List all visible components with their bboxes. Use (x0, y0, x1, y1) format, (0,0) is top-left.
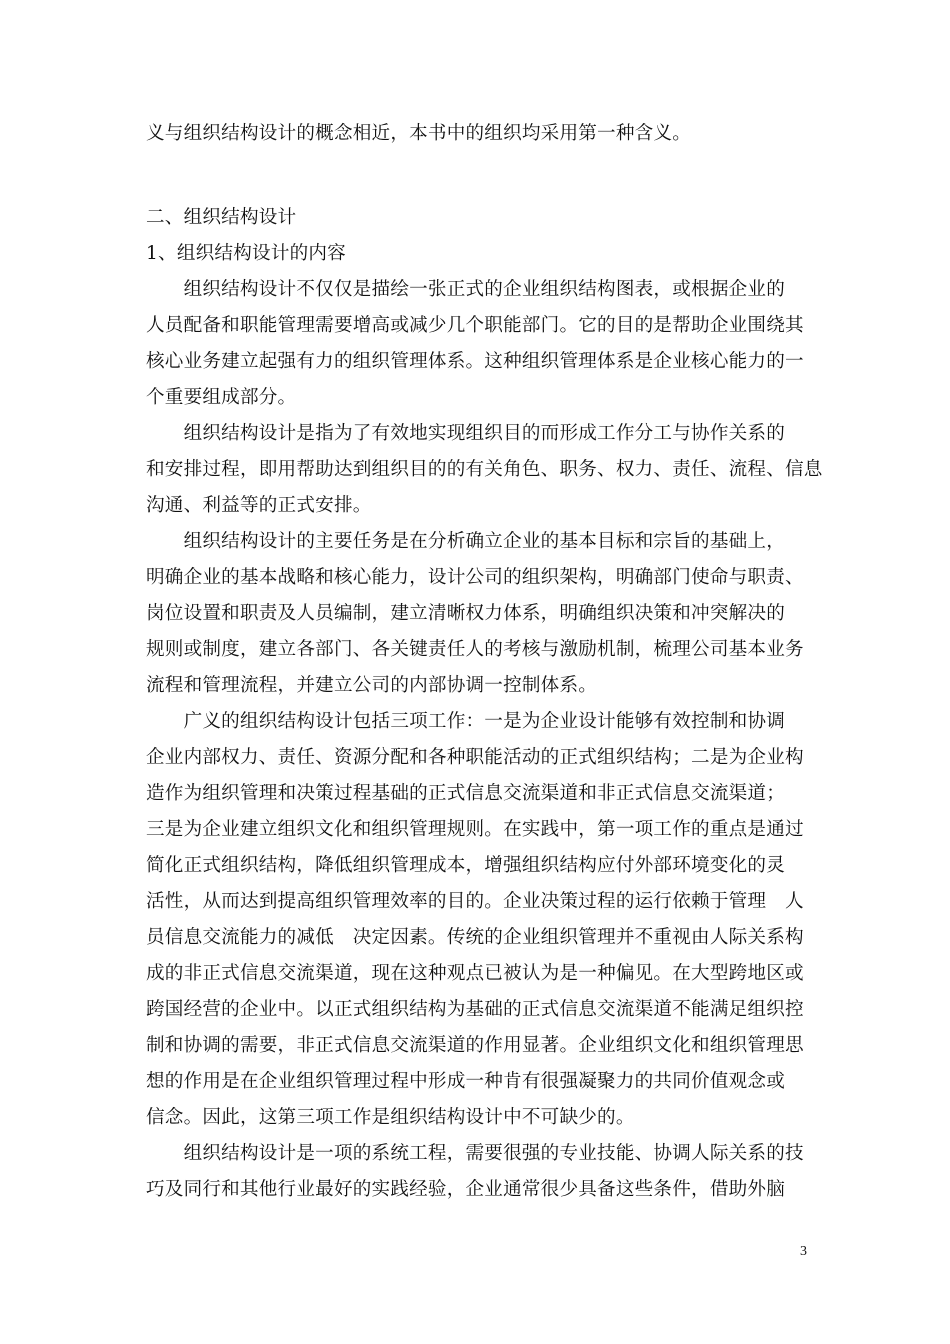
text-line: 规则或制度，建立各部门、各关键责任人的考核与激励机制，梳理公司基本业务 (146, 639, 804, 660)
text-line: 人员配备和职能管理需要增高或减少几个职能部门。它的目的是帮助企业围绕其 (146, 315, 804, 336)
page-number: 3 (800, 1244, 807, 1259)
text-line: 成的非正式信息交流渠道，现在这种观点已被认为是一种偏见。在大型跨地区或 (146, 963, 804, 984)
text-line: 跨国经营的企业中。以正式组织结构为基础的正式信息交流渠道不能满足组织控 (146, 999, 804, 1020)
body-text (146, 116, 823, 1216)
text-line: 活性，从而达到提高组织管理效率的目的。企业决策过程的运行依赖于管理 人 (146, 891, 804, 912)
text-line: 三是为企业建立组织文化和组织管理规则。在实践中，第一项工作的重点是通过 (146, 819, 804, 840)
text-line: 二、组织结构设计 (146, 207, 297, 228)
text-line: 义与组织结构设计的概念相近，本书中的组织均采用第一种含义。 (146, 123, 692, 144)
text-line: 岗位设置和职责及人员编制，建立清晰权力体系，明确组织决策和冲突解决的 (146, 603, 785, 624)
text-line: 组织结构设计是一项的系统工程，需要很强的专业技能、协调人际关系的技 (146, 1143, 804, 1164)
text-line: 流程和管理流程，并建立公司的内部协调一控制体系。 (146, 675, 598, 696)
text-line: 广义的组织结构设计包括三项工作：一是为企业设计能够有效控制和协调 (146, 711, 785, 732)
text-line: 个重要组成部分。 (146, 387, 297, 408)
text-line: 简化正式组织结构，降低组织管理成本，增强组织结构应付外部环境变化的灵 (146, 855, 785, 876)
text-line: 造作为组织管理和决策过程基础的正式信息交流渠道和非正式信息交流渠道； (146, 783, 785, 804)
text-line: 明确企业的基本战略和核心能力，设计公司的组织架构，明确部门使命与职责、 (146, 567, 804, 588)
text-line: 1、组织结构设计的内容 (146, 243, 346, 264)
text-line: 核心业务建立起强有力的组织管理体系。这种组织管理体系是企业核心能力的一 (146, 351, 804, 372)
text-line: 和安排过程，即用帮助达到组织目的的有关角色、职务、权力、责任、流程、信息 (146, 459, 823, 480)
text-line: 想的作用是在企业组织管理过程中形成一种肯有很强凝聚力的共同价值观念或 (146, 1071, 785, 1092)
text-line: 组织结构设计的主要任务是在分析确立企业的基本目标和宗旨的基础上， (146, 531, 785, 552)
text-line: 沟通、利益等的正式安排。 (146, 495, 372, 516)
text-line: 组织结构设计不仅仅是描绘一张正式的企业组织结构图表，或根据企业的 (146, 279, 785, 300)
text-line: 信念。因此，这第三项工作是组织结构设计中不可缺少的。 (146, 1107, 635, 1128)
text-line: 组织结构设计是指为了有效地实现组织目的而形成工作分工与协作关系的 (146, 423, 785, 444)
text-line: 员信息交流能力的减低 决定因素。传统的企业组织管理并不重视由人际关系构 (146, 927, 804, 948)
text-line: 制和协调的需要，非正式信息交流渠道的作用显著。企业组织文化和组织管理思 (146, 1035, 804, 1056)
text-line: 巧及同行和其他行业最好的实践经验，企业通常很少具备这些条件，借助外脑 (146, 1179, 785, 1200)
text-line: 企业内部权力、责任、资源分配和各种职能活动的正式组织结构；二是为企业构 (146, 747, 804, 768)
